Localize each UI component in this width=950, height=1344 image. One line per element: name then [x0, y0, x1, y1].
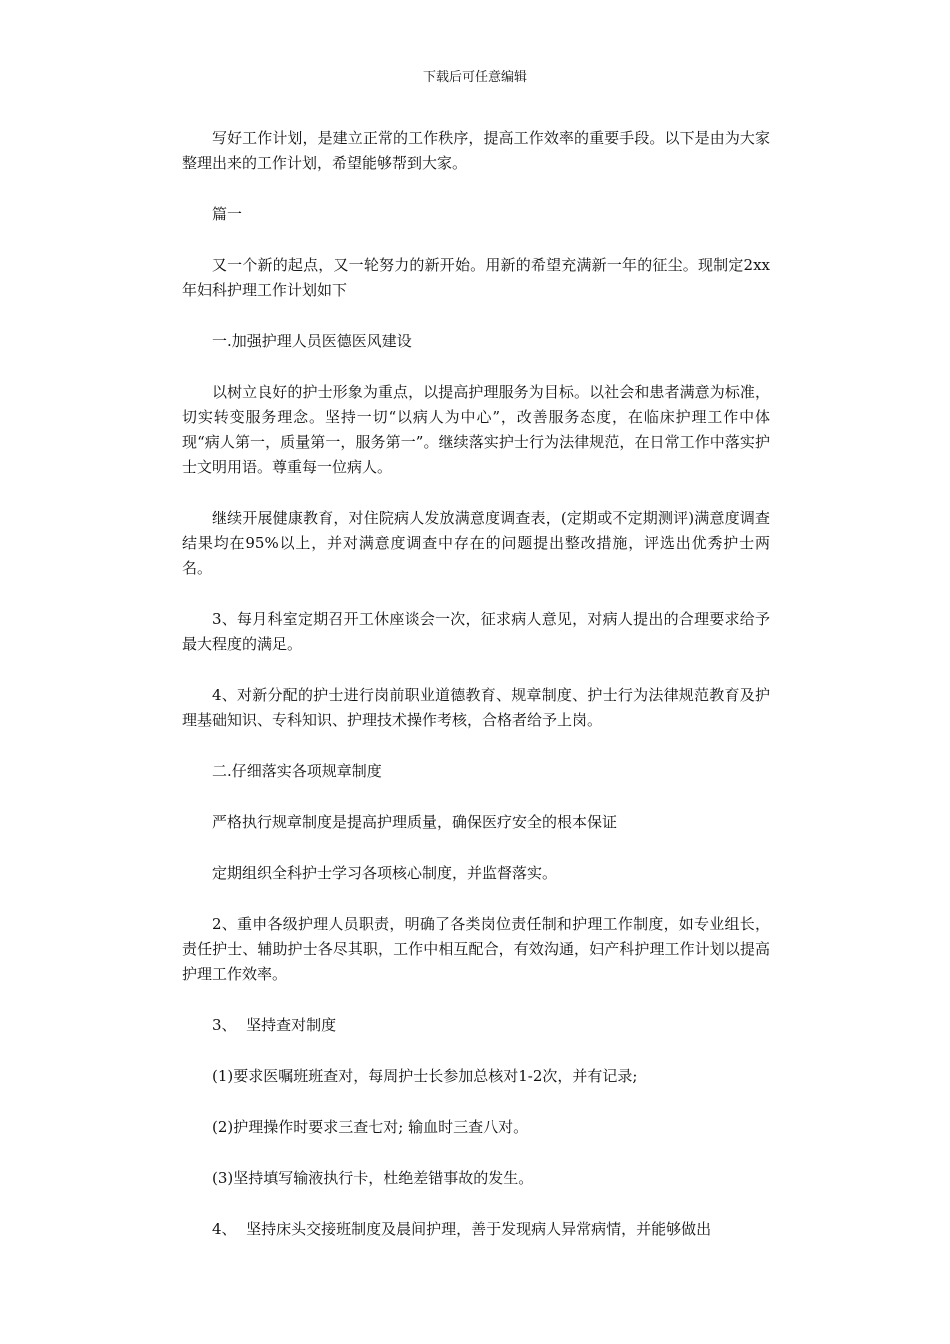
section-title: 篇一: [212, 205, 243, 223]
paragraph: 定期组织全科护士学习各项核心制度，并监督落实。: [212, 864, 558, 882]
paragraph: 写好工作计划，是建立正常的工作秩序，提高工作效率的重要手段。以下是由为大家整理出来的工作计划，希望能够帮到大家。: [182, 129, 770, 172]
paragraph: 继续开展健康教育，对住院病人发放满意度调查表，(定期或不定期测评)满意度调查结果均在95%以上，并对满意度调查中存在的问题提出整改措施，评选出优秀护士两名。: [182, 509, 770, 577]
paragraph: 4、 坚持床头交接班制度及晨间护理，善于发现病人异常病情，并能够做出: [212, 1220, 712, 1238]
paragraph: 严格执行规章制度是提高护理质量，确保医疗安全的根本保证: [212, 813, 618, 831]
list-heading: 3、 坚持查对制度: [212, 1016, 337, 1034]
list-item: (2)护理操作时要求三查七对; 输血时三查八对。: [212, 1118, 529, 1136]
paragraph: 2、重申各级护理人员职责，明确了各类岗位责任制和护理工作制度，如专业组长，责任护士、辅助护士各尽其职，工作中相互配合，有效沟通，妇产科护理工作计划以提高护理工作效率。: [182, 915, 770, 983]
list-item: (3)坚持填写输液执行卡，杜绝差错事故的发生。: [212, 1169, 534, 1187]
document-body: [182, 126, 770, 1268]
section-heading: 二.仔细落实各项规章制度: [212, 762, 382, 780]
paragraph: 4、对新分配的护士进行岗前职业道德教育、规章制度、护士行为法律规范教育及护理基础知识、专科知识、护理技术操作考核，合格者给予上岗。: [182, 686, 770, 729]
paragraph: 3、每月科室定期召开工休座谈会一次，征求病人意见，对病人提出的合理要求给予最大程度的满足。: [182, 610, 770, 653]
paragraph: 又一个新的起点，又一轮努力的新开始。用新的希望充满新一年的征尘。现制定2xx年妇科护理工作计划如下: [182, 256, 770, 299]
list-item: (1)要求医嘱班班查对，每周护士长参加总核对1-2次，并有记录;: [212, 1067, 638, 1085]
page-header: 下载后可任意编辑: [422, 70, 527, 85]
paragraph: 以树立良好的护士形象为重点，以提高护理服务为目标。以社会和患者满意为标准，切实转变服务理念。坚持一切“以病人为中心”，改善服务态度，在临床护理工作中体现“病人第一，质量第一，服务第一”。继续落实护士行为法律规范，在日常工作中落实护士文明用语。尊重每一位病人。: [182, 383, 770, 476]
section-heading: 一.加强护理人员医德医风建设: [212, 332, 412, 350]
